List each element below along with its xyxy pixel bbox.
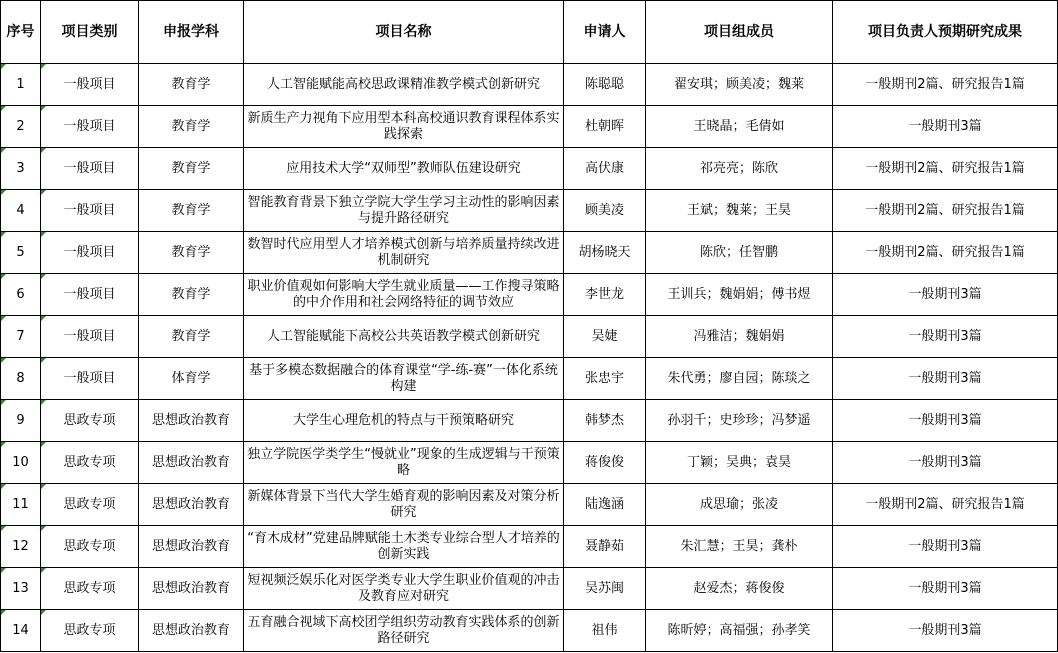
cell-members[interactable]: 赵爱杰；蒋俊俊 xyxy=(646,568,833,610)
cell-discipline[interactable]: 体育学 xyxy=(139,358,244,400)
cell-title[interactable]: 短视频泛娱乐化对医学类专业大学生职业价值观的冲击及教育应对研究 xyxy=(244,568,564,610)
cell-discipline[interactable]: 教育学 xyxy=(139,316,244,358)
cell-title[interactable]: 智能教育背景下独立学院大学生学习主动性的影响因素与提升路径研究 xyxy=(244,190,564,232)
cell-category[interactable]: 思政专项 xyxy=(41,484,139,526)
cell-members[interactable]: 王训兵；魏娟娟；傅书煜 xyxy=(646,274,833,316)
cell-members[interactable]: 成思瑜；张凌 xyxy=(646,484,833,526)
cell-members[interactable]: 冯雅洁；魏娟娟 xyxy=(646,316,833,358)
cell-applicant[interactable]: 吴苏闽 xyxy=(564,568,646,610)
cell-discipline[interactable]: 思想政治教育 xyxy=(139,526,244,568)
cell-title[interactable]: 数智时代应用型人才培养模式创新与培养质量持续改进机制研究 xyxy=(244,232,564,274)
table-row xyxy=(1,274,1058,316)
cell-applicant[interactable]: 陈聪聪 xyxy=(564,64,646,106)
cell-outcomes[interactable]: 一般期刊3篇 xyxy=(833,400,1058,442)
cell-applicant[interactable]: 陆逸涵 xyxy=(564,484,646,526)
cell-outcomes[interactable]: 一般期刊3篇 xyxy=(833,526,1058,568)
cell-outcomes[interactable]: 一般期刊2篇、研究报告1篇 xyxy=(833,148,1058,190)
cell-outcomes[interactable]: 一般期刊3篇 xyxy=(833,358,1058,400)
cell-applicant[interactable]: 吴婕 xyxy=(564,316,646,358)
cell-applicant[interactable]: 高伏康 xyxy=(564,148,646,190)
cell-title[interactable]: 应用技术大学“双师型”教师队伍建设研究 xyxy=(244,148,564,190)
table-row xyxy=(1,316,1058,358)
cell-outcomes[interactable]: 一般期刊2篇、研究报告1篇 xyxy=(833,484,1058,526)
cell-category[interactable]: 思政专项 xyxy=(41,610,139,652)
cell-category[interactable]: 一般项目 xyxy=(41,190,139,232)
cell-title[interactable]: 职业价值观如何影响大学生就业质量——工作搜寻策略的中介作用和社会网络特征的调节效应 xyxy=(244,274,564,316)
header-category[interactable]: 项目类别 xyxy=(41,1,139,64)
cell-index[interactable]: 9 xyxy=(1,400,41,442)
cell-index[interactable]: 8 xyxy=(1,358,41,400)
cell-outcomes[interactable]: 一般期刊3篇 xyxy=(833,316,1058,358)
cell-title[interactable]: 新媒体背景下当代大学生婚育观的影响因素及对策分析研究 xyxy=(244,484,564,526)
table-row xyxy=(1,358,1058,400)
cell-discipline[interactable]: 教育学 xyxy=(139,64,244,106)
header-title[interactable]: 项目名称 xyxy=(244,1,564,64)
cell-applicant[interactable]: 聂静茹 xyxy=(564,526,646,568)
table-row xyxy=(1,484,1058,526)
cell-index[interactable]: 5 xyxy=(1,232,41,274)
cell-category[interactable]: 一般项目 xyxy=(41,148,139,190)
cell-members[interactable]: 朱汇慧；王昊；龚朴 xyxy=(646,526,833,568)
cell-index[interactable]: 10 xyxy=(1,442,41,484)
header-discipline[interactable]: 申报学科 xyxy=(139,1,244,64)
cell-index[interactable]: 2 xyxy=(1,106,41,148)
table-row xyxy=(1,526,1058,568)
cell-discipline[interactable]: 思想政治教育 xyxy=(139,610,244,652)
cell-members[interactable]: 丁颖；吴典；袁昊 xyxy=(646,442,833,484)
cell-outcomes[interactable]: 一般期刊3篇 xyxy=(833,106,1058,148)
cell-members[interactable]: 陈欣；任智鹏 xyxy=(646,232,833,274)
cell-members[interactable]: 陈昕婷；高福强；孙孝笑 xyxy=(646,610,833,652)
cell-index[interactable]: 14 xyxy=(1,610,41,652)
cell-title[interactable]: 独立学院医学类学生“慢就业”现象的生成逻辑与干预策略 xyxy=(244,442,564,484)
cell-title[interactable]: 五育融合视域下高校团学组织劳动教育实践体系的创新路径研究 xyxy=(244,610,564,652)
table-row xyxy=(1,64,1058,106)
cell-discipline[interactable]: 教育学 xyxy=(139,232,244,274)
cell-category[interactable]: 一般项目 xyxy=(41,316,139,358)
cell-discipline[interactable]: 思想政治教育 xyxy=(139,442,244,484)
cell-outcomes[interactable]: 一般期刊2篇、研究报告1篇 xyxy=(833,232,1058,274)
cell-members[interactable]: 祁亮亮；陈欣 xyxy=(646,148,833,190)
cell-applicant[interactable]: 杜朝晖 xyxy=(564,106,646,148)
cell-outcomes[interactable]: 一般期刊2篇、研究报告1篇 xyxy=(833,190,1058,232)
table-row xyxy=(1,442,1058,484)
cell-discipline[interactable]: 思想政治教育 xyxy=(139,400,244,442)
cell-outcomes[interactable]: 一般期刊2篇、研究报告1篇 xyxy=(833,64,1058,106)
cell-index[interactable]: 1 xyxy=(1,64,41,106)
cell-index[interactable]: 12 xyxy=(1,526,41,568)
table-row xyxy=(1,568,1058,610)
table-row xyxy=(1,190,1058,232)
table-row xyxy=(1,232,1058,274)
table-body xyxy=(1,64,1058,652)
cell-applicant[interactable]: 顾美凌 xyxy=(564,190,646,232)
cell-applicant[interactable]: 张忠宇 xyxy=(564,358,646,400)
cell-discipline[interactable]: 思想政治教育 xyxy=(139,568,244,610)
cell-index[interactable]: 3 xyxy=(1,148,41,190)
cell-members[interactable]: 王斌；魏莱；王昊 xyxy=(646,190,833,232)
cell-category[interactable]: 一般项目 xyxy=(41,64,139,106)
cell-title[interactable]: 新质生产力视角下应用型本科高校通识教育课程体系实践探索 xyxy=(244,106,564,148)
cell-applicant[interactable]: 蒋俊俊 xyxy=(564,442,646,484)
cell-discipline[interactable]: 教育学 xyxy=(139,274,244,316)
cell-applicant[interactable]: 李世龙 xyxy=(564,274,646,316)
header-row xyxy=(1,1,1058,64)
cell-title[interactable]: 基于多模态数据融合的体育课堂“学-练-赛”一体化系统构建 xyxy=(244,358,564,400)
cell-members[interactable]: 朱代勇；廖自园；陈琰之 xyxy=(646,358,833,400)
table-row xyxy=(1,400,1058,442)
table-row xyxy=(1,610,1058,652)
cell-title[interactable]: 人工智能赋能下高校公共英语教学模式创新研究 xyxy=(244,316,564,358)
cell-applicant[interactable]: 韩梦杰 xyxy=(564,400,646,442)
table-row xyxy=(1,148,1058,190)
cell-members[interactable]: 孙羽千；史珍珍；冯梦遥 xyxy=(646,400,833,442)
cell-members[interactable]: 翟安琪；顾美凌；魏莱 xyxy=(646,64,833,106)
cell-title[interactable]: “育木成材”党建品牌赋能土木类专业综合型人才培养的创新实践 xyxy=(244,526,564,568)
cell-outcomes[interactable]: 一般期刊3篇 xyxy=(833,274,1058,316)
cell-category[interactable]: 一般项目 xyxy=(41,358,139,400)
cell-discipline[interactable]: 教育学 xyxy=(139,190,244,232)
cell-outcomes[interactable]: 一般期刊3篇 xyxy=(833,610,1058,652)
cell-category[interactable]: 一般项目 xyxy=(41,232,139,274)
cell-category[interactable]: 思政专项 xyxy=(41,442,139,484)
cell-outcomes[interactable]: 一般期刊3篇 xyxy=(833,442,1058,484)
table-row xyxy=(1,106,1058,148)
cell-outcomes[interactable]: 一般期刊3篇 xyxy=(833,568,1058,610)
cell-applicant[interactable]: 祖伟 xyxy=(564,610,646,652)
header-outcomes[interactable]: 项目负责人预期研究成果 xyxy=(833,1,1058,64)
cell-discipline[interactable]: 教育学 xyxy=(139,148,244,190)
cell-index[interactable]: 4 xyxy=(1,190,41,232)
cell-index[interactable]: 7 xyxy=(1,316,41,358)
cell-index[interactable]: 13 xyxy=(1,568,41,610)
cell-index[interactable]: 11 xyxy=(1,484,41,526)
cell-discipline[interactable]: 思想政治教育 xyxy=(139,484,244,526)
cell-category[interactable]: 思政专项 xyxy=(41,568,139,610)
header-applicant[interactable]: 申请人 xyxy=(564,1,646,64)
header-index[interactable]: 序号 xyxy=(1,1,41,64)
cell-title[interactable]: 大学生心理危机的特点与干预策略研究 xyxy=(244,400,564,442)
cell-discipline[interactable]: 教育学 xyxy=(139,106,244,148)
cell-category[interactable]: 思政专项 xyxy=(41,400,139,442)
cell-category[interactable]: 思政专项 xyxy=(41,526,139,568)
cell-category[interactable]: 一般项目 xyxy=(41,274,139,316)
cell-category[interactable]: 一般项目 xyxy=(41,106,139,148)
cell-index[interactable]: 6 xyxy=(1,274,41,316)
cell-title[interactable]: 人工智能赋能高校思政课精准教学模式创新研究 xyxy=(244,64,564,106)
cell-members[interactable]: 王晓晶；毛倩如 xyxy=(646,106,833,148)
cell-applicant[interactable]: 胡杨晓天 xyxy=(564,232,646,274)
header-members[interactable]: 项目组成员 xyxy=(646,1,833,64)
